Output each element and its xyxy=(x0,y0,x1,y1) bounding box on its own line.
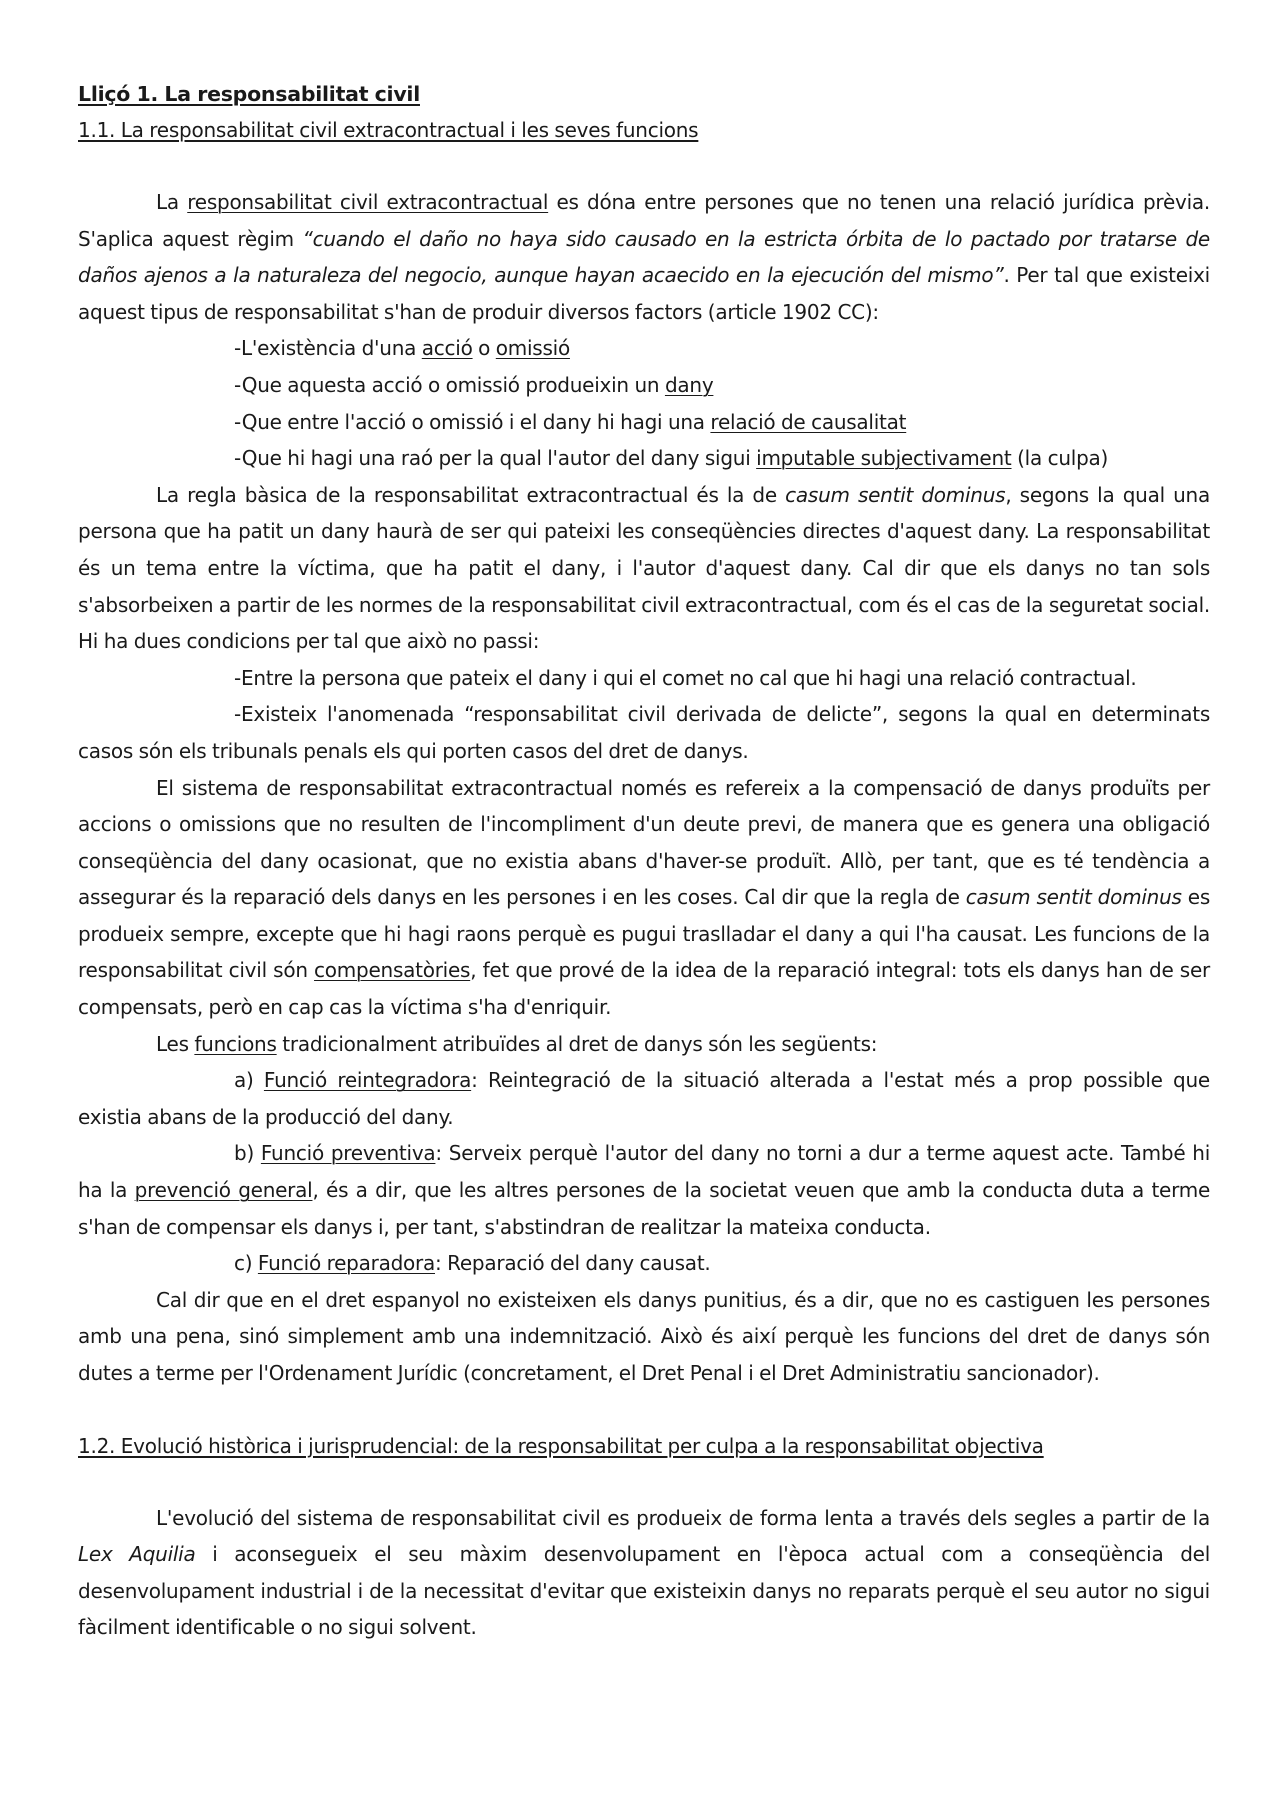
paragraph-basic-rule: La regla bàsica de la responsabilitat extracontractual és la de casum sentit dominus, segons la qual una persona que ha patit un dany haurà de ser qui pateixi les conseqüències directes d'aquest dany. La responsabilitat és un tema entre la víctima, que ha patit el dany, i l'autor d'aquest dany. Cal dir que els danys no tan sols s'absorbeixen a partir de les normes de la responsabilitat civil extracontractual, com és el cas de la seguretat social. Hi ha dues condicions per tal que això no passi: xyxy=(78,482,1210,654)
factor-item: -Que hi hagi una raó per la qual l'autor del dany sigui imputable subjectivament (la culpa) xyxy=(234,446,1109,471)
paragraph-evolution: L'evolució del sistema de responsabilitat civil es produeix de forma lenta a través dels segles a partir de la Lex Aquilia i aconsegueix el seu màxim desenvolupament en l'època actual com a conseqüència del desenvolupament industrial i de la necessitat d'evitar que existeixin danys no reparats perquè el seu autor no sigui fàcilment identificable o no sigui solvent. xyxy=(78,1505,1211,1640)
spacer xyxy=(78,1464,1210,1500)
function-item-b: b) Funció preventiva: Serveix perquè l'autor del dany no torni a dur a terme aquest acte. També hi ha la prevenció general, és a dir, que les altres persones de la societat veuen que amb la conducta duta a terme s'han de compensar els danys i, per tant, s'abstindran de realitzar la mateixa conducta. xyxy=(78,1141,1211,1239)
function-item-a: a) Funció reintegradora: Reintegració de la situació alterada a l'estat més a prop possible que existia abans de la producció del dany. xyxy=(78,1068,1210,1129)
spacer xyxy=(78,1392,1210,1428)
term-extracontractual: responsabilitat civil extracontractual xyxy=(187,190,549,214)
spacer xyxy=(78,148,1210,184)
document-page xyxy=(78,76,1210,1646)
paragraph-definition: La responsabilitat civil extracontractual es dóna entre persones que no tenen una relació jurídica prèvia. S'aplica aquest règim “cuando el daño no haya sido causado en la estricta órbita de lo pactado por tratarse de daños ajenos a la naturaleza del negocio, aunque hayan acaecido en la ejecución del mismo”. Per tal que existeixi aquest tipus de responsabilitat s'han de produir diversos factors (article 1902 CC): xyxy=(78,190,1211,324)
function-item-c: c) Funció reparadora: Reparació del dany causat. xyxy=(234,1251,711,1276)
condition-item: -Existeix l'anomenada “responsabilitat civil derivada de delicte”, segons la qual en determinats casos són els tribunals penals els qui porten casos del dret de danys. xyxy=(78,702,1210,763)
paragraph-system: El sistema de responsabilitat extracontractual només es refereix a la compensació de danys produïts per accions o omissions que no resulten de l'incompliment d'un deute previ, de manera que es genera una obligació conseqüència del dany ocasionat, que no existia abans d'haver-se produït. Allò, per tant, que es té tendència a assegurar és la reparació dels danys en les persones i en les coses. Cal dir que la regla de casum sentit dominus es produeix sempre, excepte que hi hagi raons perquè es pugui traslladar el dany a qui l'ha causat. Les funcions de la responsabilitat civil són compensatòries, fet que prové de la idea de la reparació integral: tots els danys han de ser compensats, però en cap cas la víctima s'ha d'enriquir. xyxy=(78,775,1210,1020)
section-1-2-heading: 1.2. Evolució històrica i jurisprudencial: de la responsabilitat per culpa a la responsabilitat objectiva xyxy=(78,1433,1044,1458)
lesson-title: Lliçó 1. La responsabilitat civil xyxy=(78,82,420,106)
paragraph-punitive: Cal dir que en el dret espanyol no existeixen els danys punitius, és a dir, que no es castiguen les persones amb una pena, sinó simplement amb una indemnització. Això és així perquè les funcions del dret de danys són dutes a terme per l'Ordenament Jurídic (concretament, el Dret Penal i el Dret Administratiu sancionador). xyxy=(78,1287,1210,1385)
condition-item: -Entre la persona que pateix el dany i qui el comet no cal que hi hagi una relació contractual. xyxy=(234,665,1137,690)
quote-spanish: “cuando el daño no haya sido causado en la estricta órbita de lo pactado por tratarse de daños ajenos a la naturaleza del negocio, aunque hayan acaecido en la ejecución del mismo” xyxy=(78,226,1210,288)
factor-item: -Que aquesta acció o omissió produeixin un dany xyxy=(234,372,714,397)
section-1-1-heading: 1.1. La responsabilitat civil extracontractual i les seves funcions xyxy=(78,118,699,142)
paragraph-functions-intro: Les funcions tradicionalment atribuïdes al dret de danys són les següents: xyxy=(156,1031,878,1056)
factor-item: -L'existència d'una acció o omissió xyxy=(234,336,570,361)
factor-item: -Que entre l'acció o omissió i el dany hi hagi una relació de causalitat xyxy=(234,409,907,434)
